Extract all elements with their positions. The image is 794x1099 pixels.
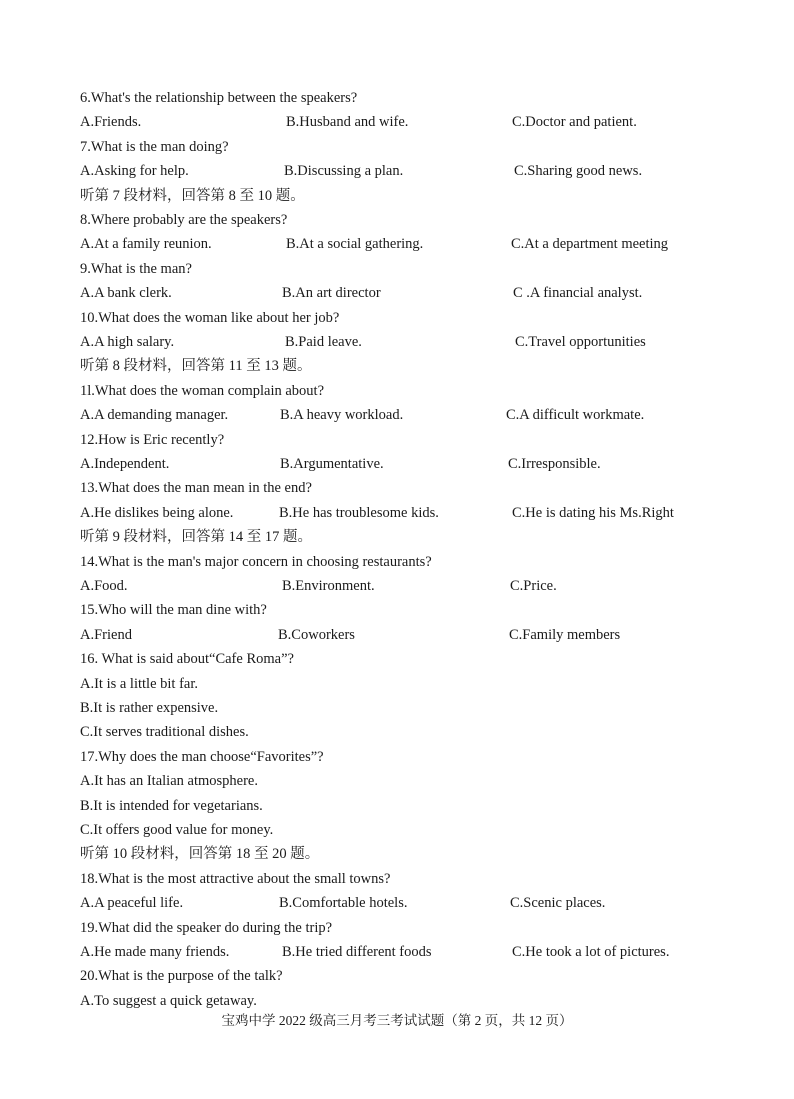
option-c: C.Doctor and patient. [512, 114, 637, 131]
line-text: 17.Why does the man choose“Favorites”? [80, 748, 324, 765]
option-b: B.Husband and wife. [286, 114, 409, 131]
line-text: 13.What does the man mean in the end? [80, 480, 312, 497]
line-text: 10.What does the woman like about her job? [80, 309, 340, 326]
option-b: B.Paid leave. [285, 334, 362, 350]
option-a: A.Friend [80, 626, 132, 643]
line-text: 听第 8 段材料，回答第 11 至 13 题。 [80, 358, 312, 375]
line-text: C.It offers good value for money. [80, 822, 274, 838]
option-c: C.Irresponsible. [508, 456, 601, 472]
line-text: B.It is intended for vegetarians. [80, 797, 263, 814]
option-a: A.A high salary. [80, 334, 175, 350]
line-text: B.It is rather expensive. [80, 700, 219, 716]
line-text: 12.How is Eric recently? [80, 431, 225, 448]
option-b: B.Argumentative. [280, 456, 384, 472]
option-a: A.Food. [80, 578, 128, 594]
option-a: A.A demanding manager. [80, 407, 229, 424]
option-b: B.He tried different foods [282, 944, 432, 960]
option-b: B.At a social gathering. [286, 236, 424, 253]
option-c: C.A difficult workmate. [506, 407, 645, 424]
line-text: 6.What's the relationship between the speakers? [80, 90, 358, 106]
line-text: A.To suggest a quick getaway. [80, 992, 257, 1009]
option-a: A.Independent. [80, 456, 170, 472]
option-a: A.Friends. [80, 114, 142, 131]
option-a: A.A peaceful life. [80, 895, 184, 912]
option-b: B.Discussing a plan. [284, 163, 404, 180]
option-a: A.He made many friends. [80, 944, 230, 960]
line-text: 19.What did the speaker do during the trip? [80, 919, 333, 936]
line-text: A.It is a little bit far. [80, 675, 198, 692]
line-text: 15.Who will the man dine with? [80, 602, 267, 619]
option-c: C.Sharing good news. [514, 163, 643, 180]
option-c: C.At a department meeting [511, 236, 669, 253]
option-a: A.A bank clerk. [80, 285, 172, 302]
line-text: 7.What is the man doing? [80, 138, 229, 155]
option-b: B.He has troublesome kids. [279, 504, 439, 521]
option-c: C.Travel opportunities [515, 334, 646, 350]
option-a: A.Asking for help. [80, 163, 189, 180]
option-b: B.A heavy workload. [280, 407, 404, 424]
line-text: 8.Where probably are the speakers? [80, 212, 288, 228]
line-text: 听第 7 段材料，回答第 8 至 10 题。 [80, 187, 305, 204]
option-c: C.Scenic places. [510, 895, 606, 912]
line-text: 听第 9 段材料，回答第 14 至 17 题。 [80, 529, 312, 546]
option-a: A.At a family reunion. [80, 236, 212, 253]
line-text: 9.What is the man? [80, 260, 192, 277]
line-text: A.It has an Italian atmosphere. [80, 773, 258, 790]
option-a: A.He dislikes being alone. [80, 504, 234, 521]
option-c: C.He took a lot of pictures. [512, 944, 670, 960]
line-text: 18.What is the most attractive about the small towns? [80, 870, 391, 887]
line-text: 14.What is the man's major concern in choosing restaurants? [80, 553, 432, 570]
option-c: C.Price. [510, 578, 557, 594]
line-text: C.It serves traditional dishes. [80, 724, 249, 741]
option-b: B.Environment. [282, 578, 375, 594]
option-b: B.An art director [282, 285, 381, 302]
option-c: C.He is dating his Ms.Right [512, 504, 674, 521]
page-footer: 宝鸡中学 2022 级高三月考三考试试题（第 2 页，共 12 页） [221, 1013, 573, 1028]
line-text: 听第 10 段材料，回答第 18 至 20 题。 [80, 846, 320, 863]
option-b: B.Comfortable hotels. [279, 895, 408, 912]
line-text: 1l.What does the woman complain about? [80, 382, 325, 399]
line-text: 16. What is said about“Cafe Roma”? [80, 651, 294, 668]
option-b: B.Coworkers [278, 626, 355, 643]
option-c: C .A financial analyst. [513, 285, 643, 302]
option-c: C.Family members [509, 626, 621, 643]
line-text: 20.What is the purpose of the talk? [80, 968, 283, 985]
